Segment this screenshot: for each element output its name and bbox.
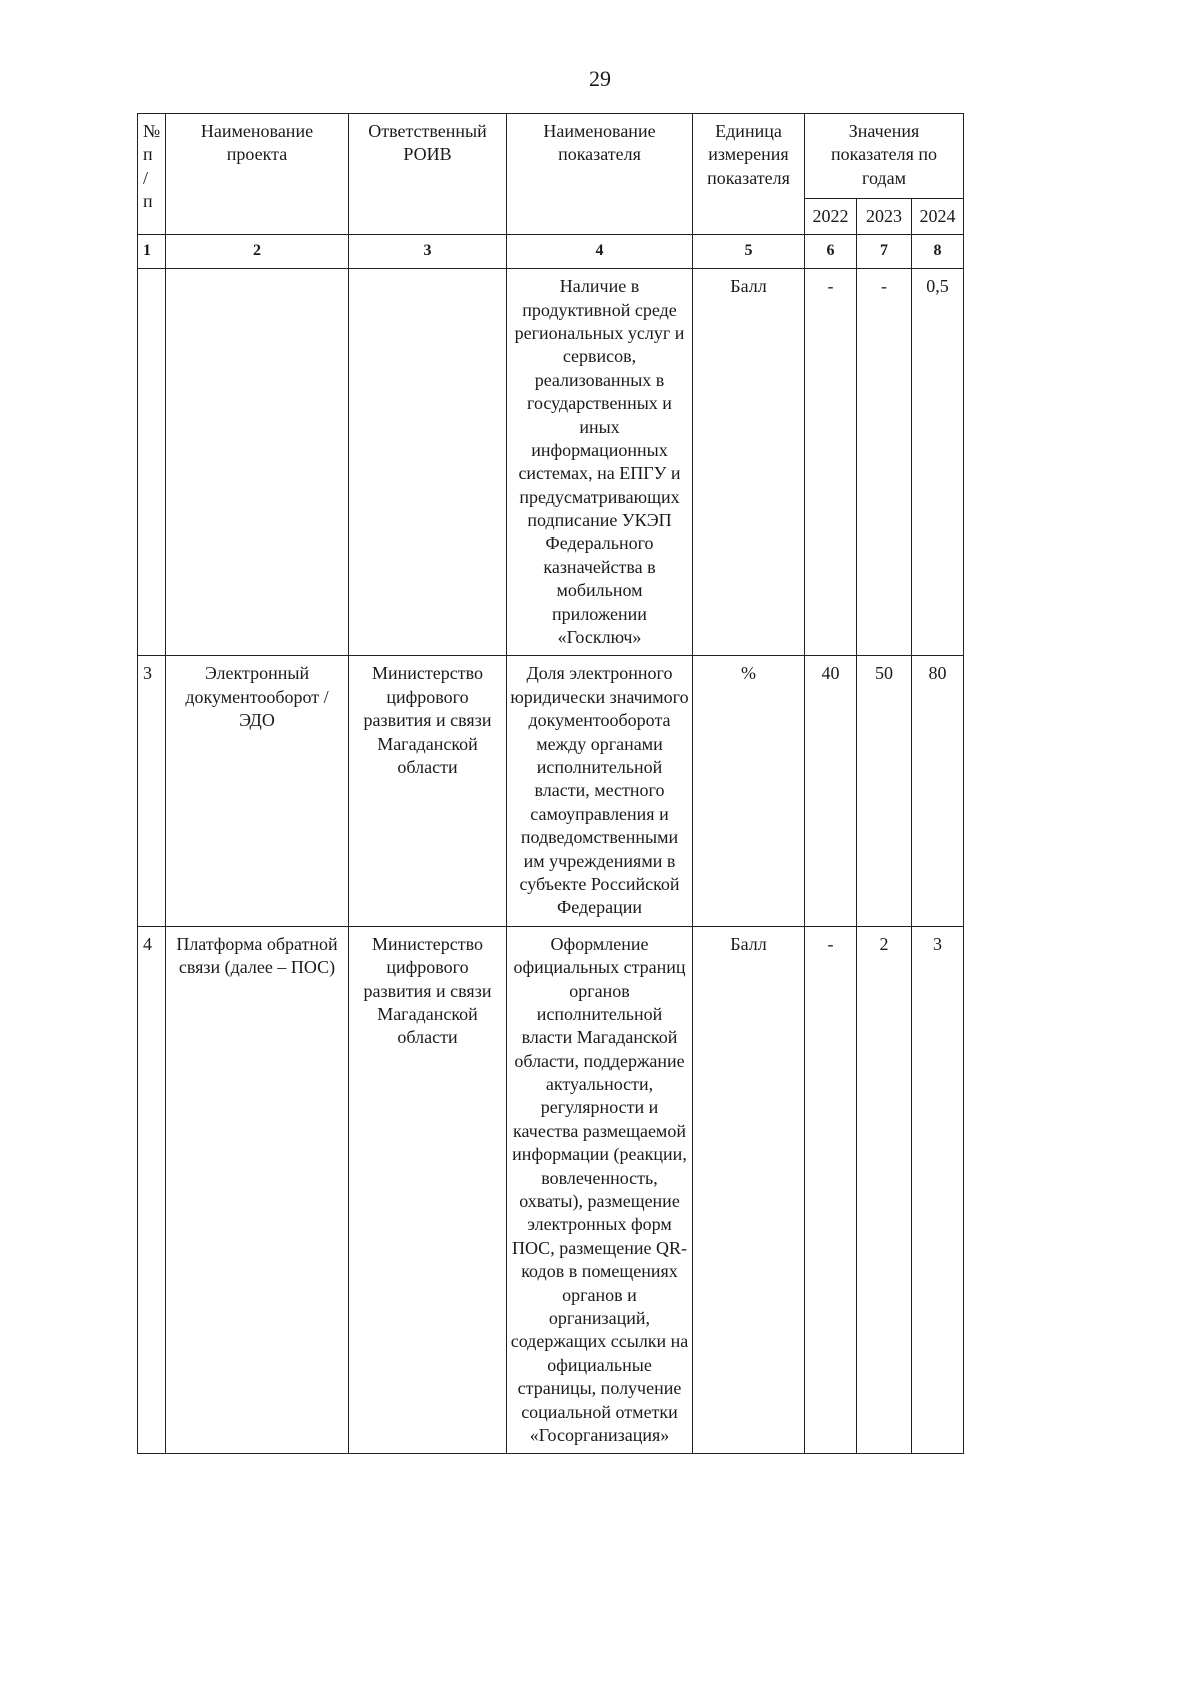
row-value-2022: 40	[805, 656, 857, 926]
header-year-2023: 2023	[857, 199, 912, 235]
row-value-2022: -	[805, 269, 857, 656]
column-number: 6	[805, 235, 857, 269]
column-number: 4	[507, 235, 693, 269]
header-roiv: Ответственный РОИВ	[349, 114, 507, 235]
column-number: 1	[138, 235, 166, 269]
page-number: 29	[589, 66, 611, 91]
column-number: 3	[349, 235, 507, 269]
table-row	[138, 656, 964, 926]
row-value-2023: 50	[857, 656, 912, 926]
row-value-2024: 3	[912, 926, 964, 1454]
row-project: Платформа обратной связи (далее – ПОС)	[166, 926, 349, 1454]
column-number-row	[138, 235, 964, 269]
row-unit: %	[693, 656, 805, 926]
row-no	[138, 269, 166, 656]
column-number: 2	[166, 235, 349, 269]
header-year-2024: 2024	[912, 199, 964, 235]
row-roiv	[349, 269, 507, 656]
row-value-2024: 80	[912, 656, 964, 926]
header-no: № п / п	[138, 114, 166, 235]
table-row	[138, 926, 964, 1454]
header-unit: Единица измерения показателя	[693, 114, 805, 235]
row-roiv: Министерство цифрового развития и связи Магаданской области	[349, 926, 507, 1454]
row-indicator: Наличие в продуктивной среде региональных услуг и сервисов, реализованных в государственных и иных информационных системах, на ЕПГУ и предусматривающих подписание УКЭП Федерального казначейства в мобильном приложении «Госключ»	[507, 269, 693, 656]
row-indicator: Доля электронного юридически значимого документооборота между органами исполнительной власти, местного самоуправления и подведомственными им учреждениями в субъекте Российской Федерации	[507, 656, 693, 926]
header-values-by-year: Значения показателя по годам	[805, 114, 964, 199]
row-project: Электронный документооборот /ЭДО	[166, 656, 349, 926]
row-value-2024: 0,5	[912, 269, 964, 656]
row-unit: Балл	[693, 269, 805, 656]
row-no: 4	[138, 926, 166, 1454]
row-project	[166, 269, 349, 656]
table-row	[138, 269, 964, 656]
header-project: Наименование проекта	[166, 114, 349, 235]
row-unit: Балл	[693, 926, 805, 1454]
column-number: 8	[912, 235, 964, 269]
row-value-2022: -	[805, 926, 857, 1454]
header-year-2022: 2022	[805, 199, 857, 235]
table-header-row	[138, 114, 964, 199]
row-value-2023: 2	[857, 926, 912, 1454]
indicators-table	[137, 113, 964, 1454]
row-no: 3	[138, 656, 166, 926]
row-indicator: Оформление официальных страниц органов исполнительной власти Магаданской области, поддержание актуальности, регулярности и качества размещаемой информации (реакции, вовлеченность, охваты), размещение электронных форм ПОС, размещение QR- кодов в помещениях органов и организаций, содержащих ссылки на официальные страницы, получение социальной отметки «Госорганизация»	[507, 926, 693, 1454]
header-indicator: Наименование показателя	[507, 114, 693, 235]
column-number: 5	[693, 235, 805, 269]
row-value-2023: -	[857, 269, 912, 656]
row-roiv: Министерство цифрового развития и связи Магаданской области	[349, 656, 507, 926]
column-number: 7	[857, 235, 912, 269]
